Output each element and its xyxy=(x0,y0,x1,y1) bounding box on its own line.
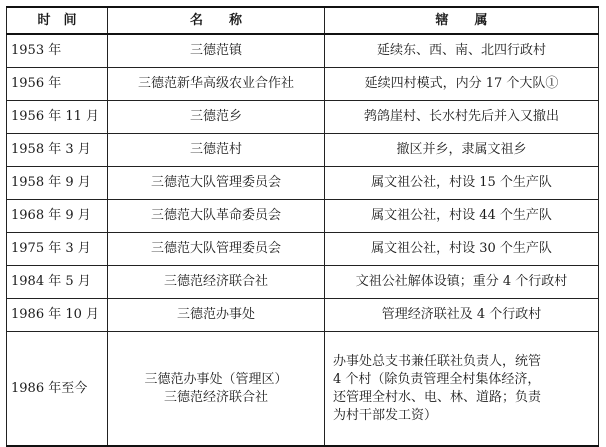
cell-name xyxy=(108,233,325,266)
cell-time: 1986 年至今 xyxy=(7,332,108,447)
header-name: 名 称 xyxy=(108,7,325,34)
table-row xyxy=(7,299,599,332)
affiliation-line: 属文祖公社，村设 44 个生产队 xyxy=(371,208,552,223)
cell-name xyxy=(108,167,325,200)
name-line: 三德范大队管理委员会 xyxy=(150,241,281,256)
name-line: 三德范新华高级农业合作社 xyxy=(137,76,294,91)
table-row xyxy=(7,233,599,266)
affiliation-line: 延续四村模式，内分 17 个大队① xyxy=(364,76,559,91)
name-line: 三德范办事处 xyxy=(176,307,255,322)
cell-time: 1953 年 xyxy=(7,34,108,68)
cell-affiliation xyxy=(325,101,599,134)
document xyxy=(6,6,598,447)
cell-name xyxy=(108,34,325,68)
history-table xyxy=(6,6,599,447)
cell-name xyxy=(108,299,325,332)
table-row xyxy=(7,332,599,447)
cell-name xyxy=(108,200,325,233)
name-line: 三德范经济联合社 xyxy=(163,274,268,289)
affiliation-line: 办事处总支书兼任联社负责人，统管 xyxy=(333,353,542,369)
affiliation-line: 为村干部发工资） xyxy=(333,407,438,423)
cell-time: 1986 年 10 月 xyxy=(7,299,108,332)
cell-time: 1984 年 5 月 xyxy=(7,266,108,299)
affiliation-line: 4 个村（除负责管理全村集体经济， xyxy=(333,371,541,387)
table-row xyxy=(7,200,599,233)
name-line: 三德范大队革命委员会 xyxy=(150,208,281,223)
affiliation-line: 撤区并乡，隶属文祖乡 xyxy=(396,142,527,157)
header-affiliation: 辖 属 xyxy=(325,7,599,34)
cell-affiliation xyxy=(325,233,599,266)
cell-affiliation xyxy=(325,266,599,299)
cell-time: 1975 年 3 月 xyxy=(7,233,108,266)
cell-name xyxy=(108,134,325,167)
table-row xyxy=(7,101,599,134)
cell-time: 1958 年 3 月 xyxy=(7,134,108,167)
cell-time: 1956 年 11 月 xyxy=(7,101,108,134)
name-line: 三德范办事处（管理区） xyxy=(144,371,288,387)
table-row xyxy=(7,34,599,68)
affiliation-line: 管理经济联社及 4 个行政村 xyxy=(381,307,542,322)
cell-affiliation xyxy=(325,68,599,101)
name-line: 三德范经济联合社 xyxy=(163,389,268,405)
name-line: 三德范大队管理委员会 xyxy=(150,175,281,190)
cell-affiliation xyxy=(325,332,599,447)
cell-name xyxy=(108,266,325,299)
cell-name xyxy=(108,68,325,101)
cell-affiliation xyxy=(325,134,599,167)
table-row xyxy=(7,167,599,200)
name-line: 三德范村 xyxy=(189,142,242,157)
affiliation-line: 鹁鸽崖村、长水村先后并入又撤出 xyxy=(363,109,559,124)
name-line: 三德范镇 xyxy=(189,43,242,58)
cell-affiliation xyxy=(325,299,599,332)
affiliation-line: 还管理全村水、电、林、道路；负责 xyxy=(333,389,542,405)
cell-time: 1958 年 9 月 xyxy=(7,167,108,200)
affiliation-line: 属文祖公社，村设 15 个生产队 xyxy=(371,175,552,190)
cell-time: 1968 年 9 月 xyxy=(7,200,108,233)
table-row xyxy=(7,134,599,167)
cell-name xyxy=(108,101,325,134)
header-time: 时 间 xyxy=(7,7,108,34)
cell-name xyxy=(108,332,325,447)
table-row xyxy=(7,68,599,101)
table-header-row xyxy=(7,7,599,34)
affiliation-line: 延续东、西、南、北四行政村 xyxy=(376,43,546,58)
cell-affiliation xyxy=(325,34,599,68)
cell-affiliation xyxy=(325,200,599,233)
cell-affiliation xyxy=(325,167,599,200)
cell-time: 1956 年 xyxy=(7,68,108,101)
name-line: 三德范乡 xyxy=(189,109,242,124)
table-row xyxy=(7,266,599,299)
affiliation-line: 属文祖公社，村设 30 个生产队 xyxy=(371,241,552,256)
affiliation-line: 文祖公社解体设镇；重分 4 个行政村 xyxy=(355,274,568,289)
